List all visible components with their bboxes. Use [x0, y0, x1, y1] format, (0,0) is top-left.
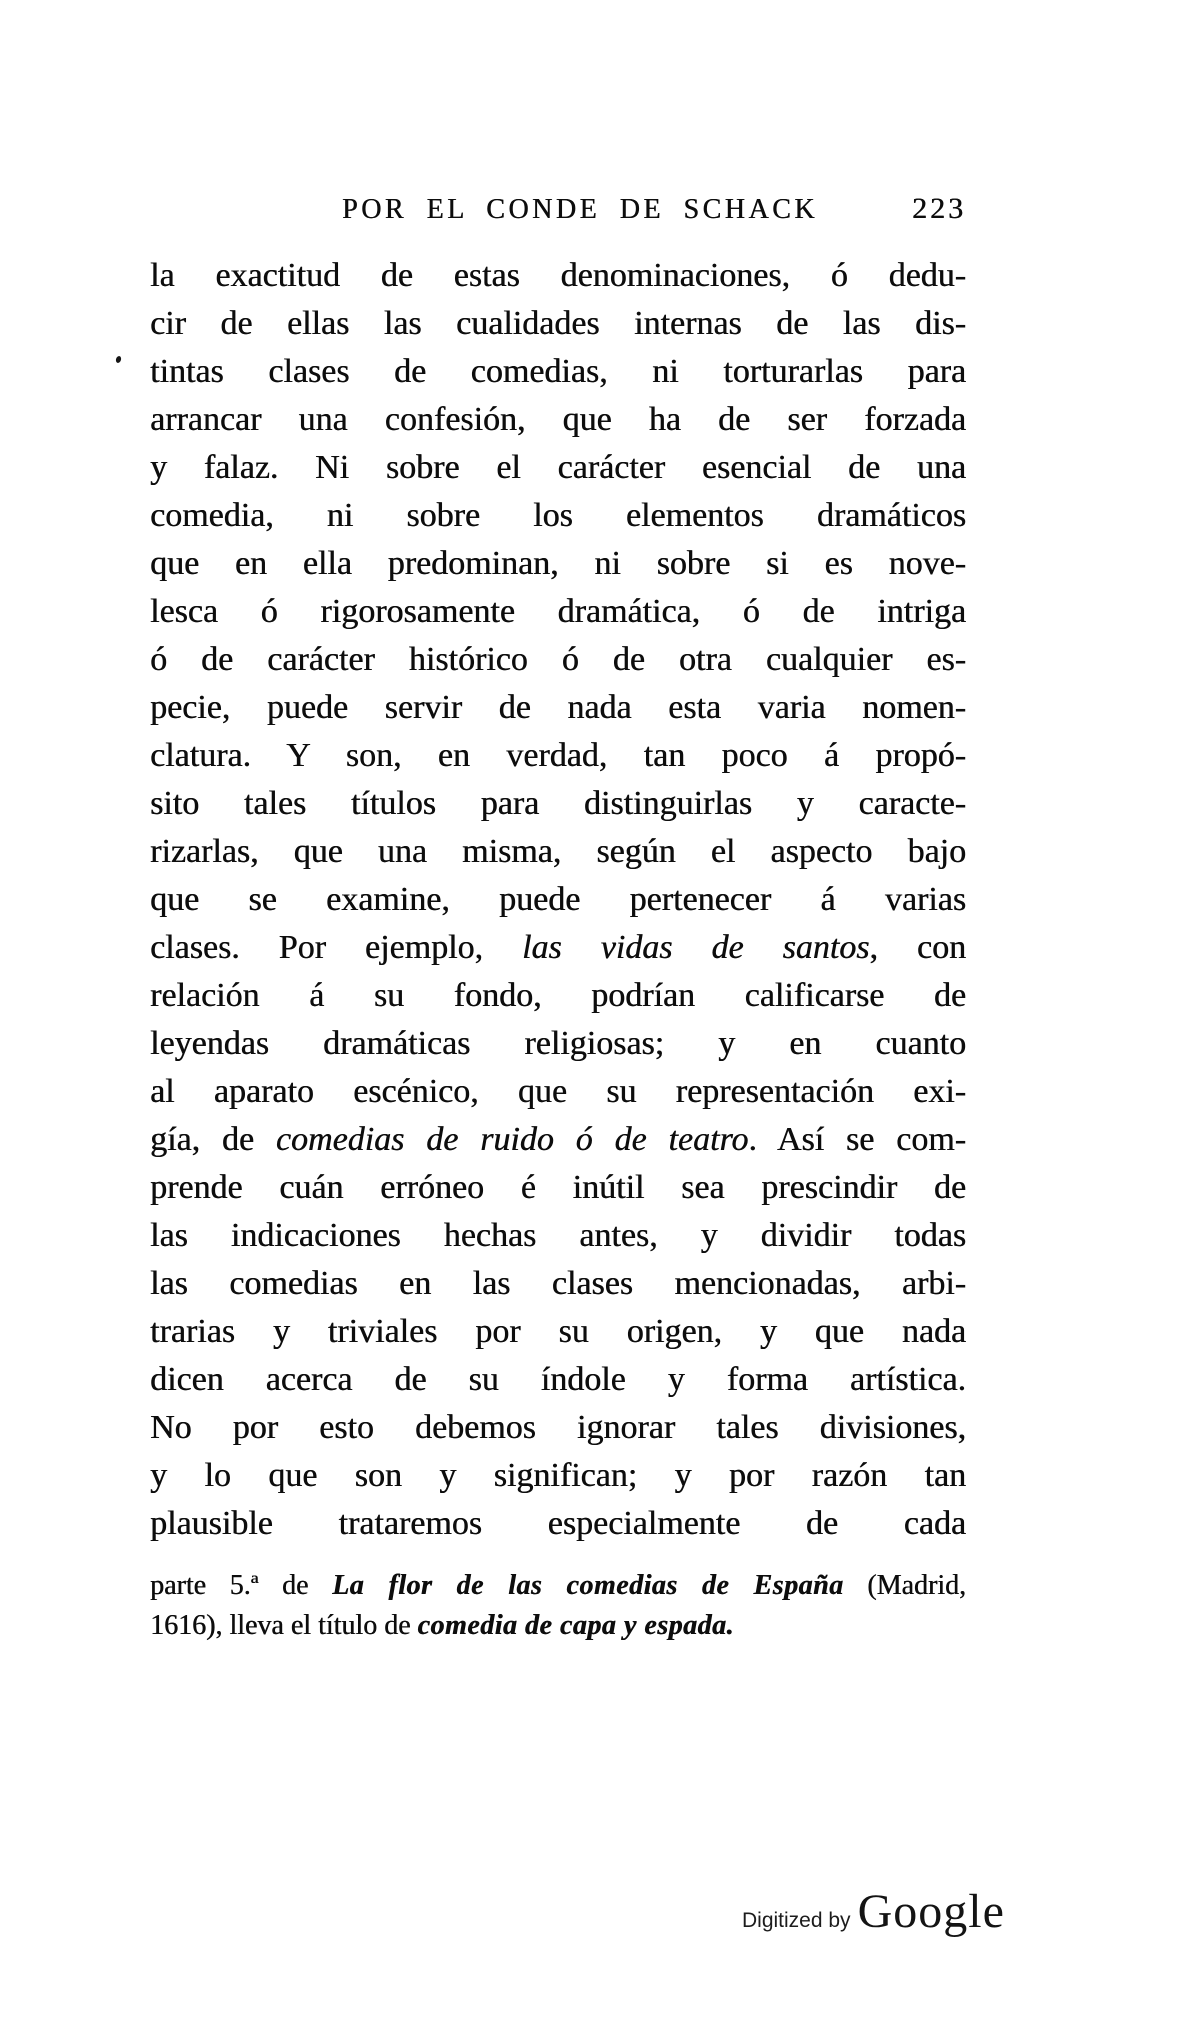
text-segment: (Madrid,	[843, 1570, 966, 1601]
text-line	[150, 684, 966, 732]
body-text	[150, 252, 966, 1548]
text-segment: que se examine, puede pertenecer á varias	[150, 881, 966, 918]
text-segment: gía, de	[150, 1121, 276, 1158]
text-line	[150, 492, 966, 540]
text-segment: , con	[869, 929, 966, 966]
text-segment: comedia, ni sobre los elementos dramáticos	[150, 497, 966, 534]
text-segment: pecie, puede servir de nada esta varia nomen-	[150, 689, 966, 726]
text-line	[150, 1212, 966, 1260]
text-line	[150, 588, 966, 636]
text-segment: plausible trataremos especialmente de cada	[150, 1505, 966, 1542]
text-segment: prende cuán erróneo é inútil sea prescindir de	[150, 1169, 966, 1206]
text-line	[150, 444, 966, 492]
text-line	[150, 1068, 966, 1116]
running-title: POR EL CONDE DE SCHACK	[342, 194, 818, 225]
text-line	[150, 828, 966, 876]
text-line	[150, 1500, 966, 1548]
italic-text-segment: las vidas de santos	[521, 929, 870, 966]
text-segment: y lo que son y significan; y por razón tan	[150, 1457, 966, 1494]
text-line	[150, 1260, 966, 1308]
text-segment: las indicaciones hechas antes, y dividir todas	[150, 1217, 966, 1254]
text-segment: lesca ó rigorosamente dramática, ó de intriga	[150, 593, 966, 630]
text-segment: sito tales títulos para distinguirlas y caracte-	[150, 785, 966, 822]
text-line	[150, 540, 966, 588]
text-line	[150, 924, 966, 972]
italic-text-segment: comedia de capa y espada.	[417, 1610, 735, 1641]
text-line	[150, 300, 966, 348]
text-segment: trarias y triviales por su origen, y que nada	[150, 1313, 966, 1350]
text-line	[150, 348, 966, 396]
text-segment: la exactitud de estas denominaciones, ó dedu-	[150, 257, 966, 294]
text-line	[150, 396, 966, 444]
watermark	[742, 1884, 1005, 1939]
text-line	[150, 1566, 966, 1606]
text-segment: rizarlas, que una misma, según el aspecto bajo	[150, 833, 966, 870]
text-line	[150, 1164, 966, 1212]
text-segment: ó de carácter histórico ó de otra cualquier es-	[150, 641, 966, 678]
text-segment: cir de ellas las cualidades internas de las dis-	[150, 305, 966, 342]
text-segment: No por esto debemos ignorar tales divisiones,	[150, 1409, 966, 1446]
text-line	[150, 636, 966, 684]
text-segment: tintas clases de comedias, ni torturarlas para	[150, 353, 966, 390]
text-line	[150, 1606, 966, 1646]
text-segment: relación á su fondo, podrían calificarse de	[150, 977, 966, 1014]
text-line	[150, 972, 966, 1020]
text-segment: arrancar una confesión, que ha de ser forzada	[150, 401, 966, 438]
text-line	[150, 1356, 966, 1404]
text-line	[150, 780, 966, 828]
text-segment: leyendas dramáticas religiosas; y en cuanto	[150, 1025, 966, 1062]
text-segment: dicen acerca de su índole y forma artística.	[150, 1361, 966, 1398]
text-segment: clases. Por ejemplo,	[150, 929, 522, 966]
text-segment: y falaz. Ni sobre el carácter esencial de una	[150, 449, 966, 486]
text-segment: parte 5.ª de	[150, 1570, 333, 1601]
text-segment: al aparato escénico, que su representación exi-	[150, 1073, 966, 1110]
running-head	[150, 192, 966, 232]
text-segment: . Así se com-	[748, 1121, 966, 1158]
italic-text-segment: comedias de ruido ó de teatro	[275, 1121, 749, 1158]
google-wordmark: Google	[857, 1885, 1005, 1938]
text-segment: que en ella predominan, ni sobre si es nove-	[150, 545, 966, 582]
text-line	[150, 1452, 966, 1500]
text-line	[150, 732, 966, 780]
text-segment: las comedias en las clases mencionadas, arbi-	[150, 1265, 966, 1302]
italic-text-segment: La flor de las comedias de España	[332, 1570, 844, 1601]
text-segment: 1616), lleva el título de	[150, 1610, 418, 1641]
footnote	[150, 1566, 966, 1646]
text-line	[150, 876, 966, 924]
text-line	[150, 1404, 966, 1452]
text-line	[150, 1308, 966, 1356]
text-segment: clatura. Y son, en verdad, tan poco á propó-	[150, 737, 966, 774]
text-line	[150, 1116, 966, 1164]
ink-speck-artifact	[115, 355, 122, 363]
page-number: 223	[912, 192, 966, 225]
digitized-by-label: Digitized by	[742, 1909, 851, 1932]
text-line	[150, 252, 966, 300]
text-line	[150, 1020, 966, 1068]
